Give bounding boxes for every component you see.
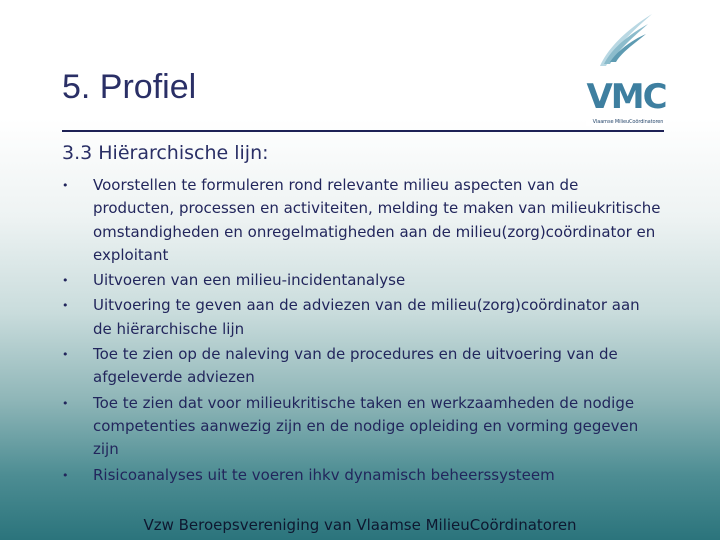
bullet-text: Risicoanalyses uit te voeren ihkv dynamisch beheerssysteem (93, 465, 555, 484)
bullet-icon: • (62, 468, 69, 482)
svg-text:VMC: VMC (586, 77, 666, 117)
bullet-icon: • (62, 299, 69, 313)
bullet-item (62, 464, 662, 487)
bullet-text: Uitvoering te geven aan de adviezen van de milieu(zorg)coördinator aan de hiërarchische lijn (93, 296, 640, 338)
bullet-icon: • (62, 396, 69, 410)
title-divider (62, 130, 664, 132)
footer-text: Vzw Beroepsvereniging van Vlaamse MilieuCoördinatoren (143, 516, 577, 534)
bullet-text: Voorstellen te formuleren rond relevante milieu aspecten van de producten, processen en activiteiten, melding te maken van milieukritische omstandigheden en onregelmatigheden aan de milieu(zorg)coördinator en exploitant (93, 176, 661, 264)
bullet-item (62, 269, 662, 292)
logo-caption: Vlaamse MilieuCoördinatoren (592, 119, 664, 125)
section-subtitle: 3.3 Hiërarchische lijn: (62, 142, 269, 164)
bullet-text: Toe te zien dat voor milieukritische taken en werkzaamheden de nodige competenties aanwezig zijn en de nodige opleiding en vorming gegeven zijn (93, 393, 639, 459)
leaf-swirl-logo-icon (586, 8, 666, 126)
bullet-text: Toe te zien op de naleving van de procedures en de uitvoering van de afgeleverde adviezen (93, 345, 618, 387)
bullet-icon: • (62, 348, 69, 362)
bullet-list (62, 174, 662, 489)
bullet-text: Uitvoeren van een milieu-incidentanalyse (93, 271, 406, 290)
bullet-item (62, 294, 662, 341)
bullet-icon: • (62, 274, 69, 288)
bullet-item (62, 174, 662, 267)
bullet-item (62, 343, 662, 390)
vmc-logo (586, 8, 666, 126)
bullet-item (62, 392, 662, 462)
slide-title: 5. Profiel (62, 68, 197, 106)
bullet-icon: • (62, 179, 69, 192)
